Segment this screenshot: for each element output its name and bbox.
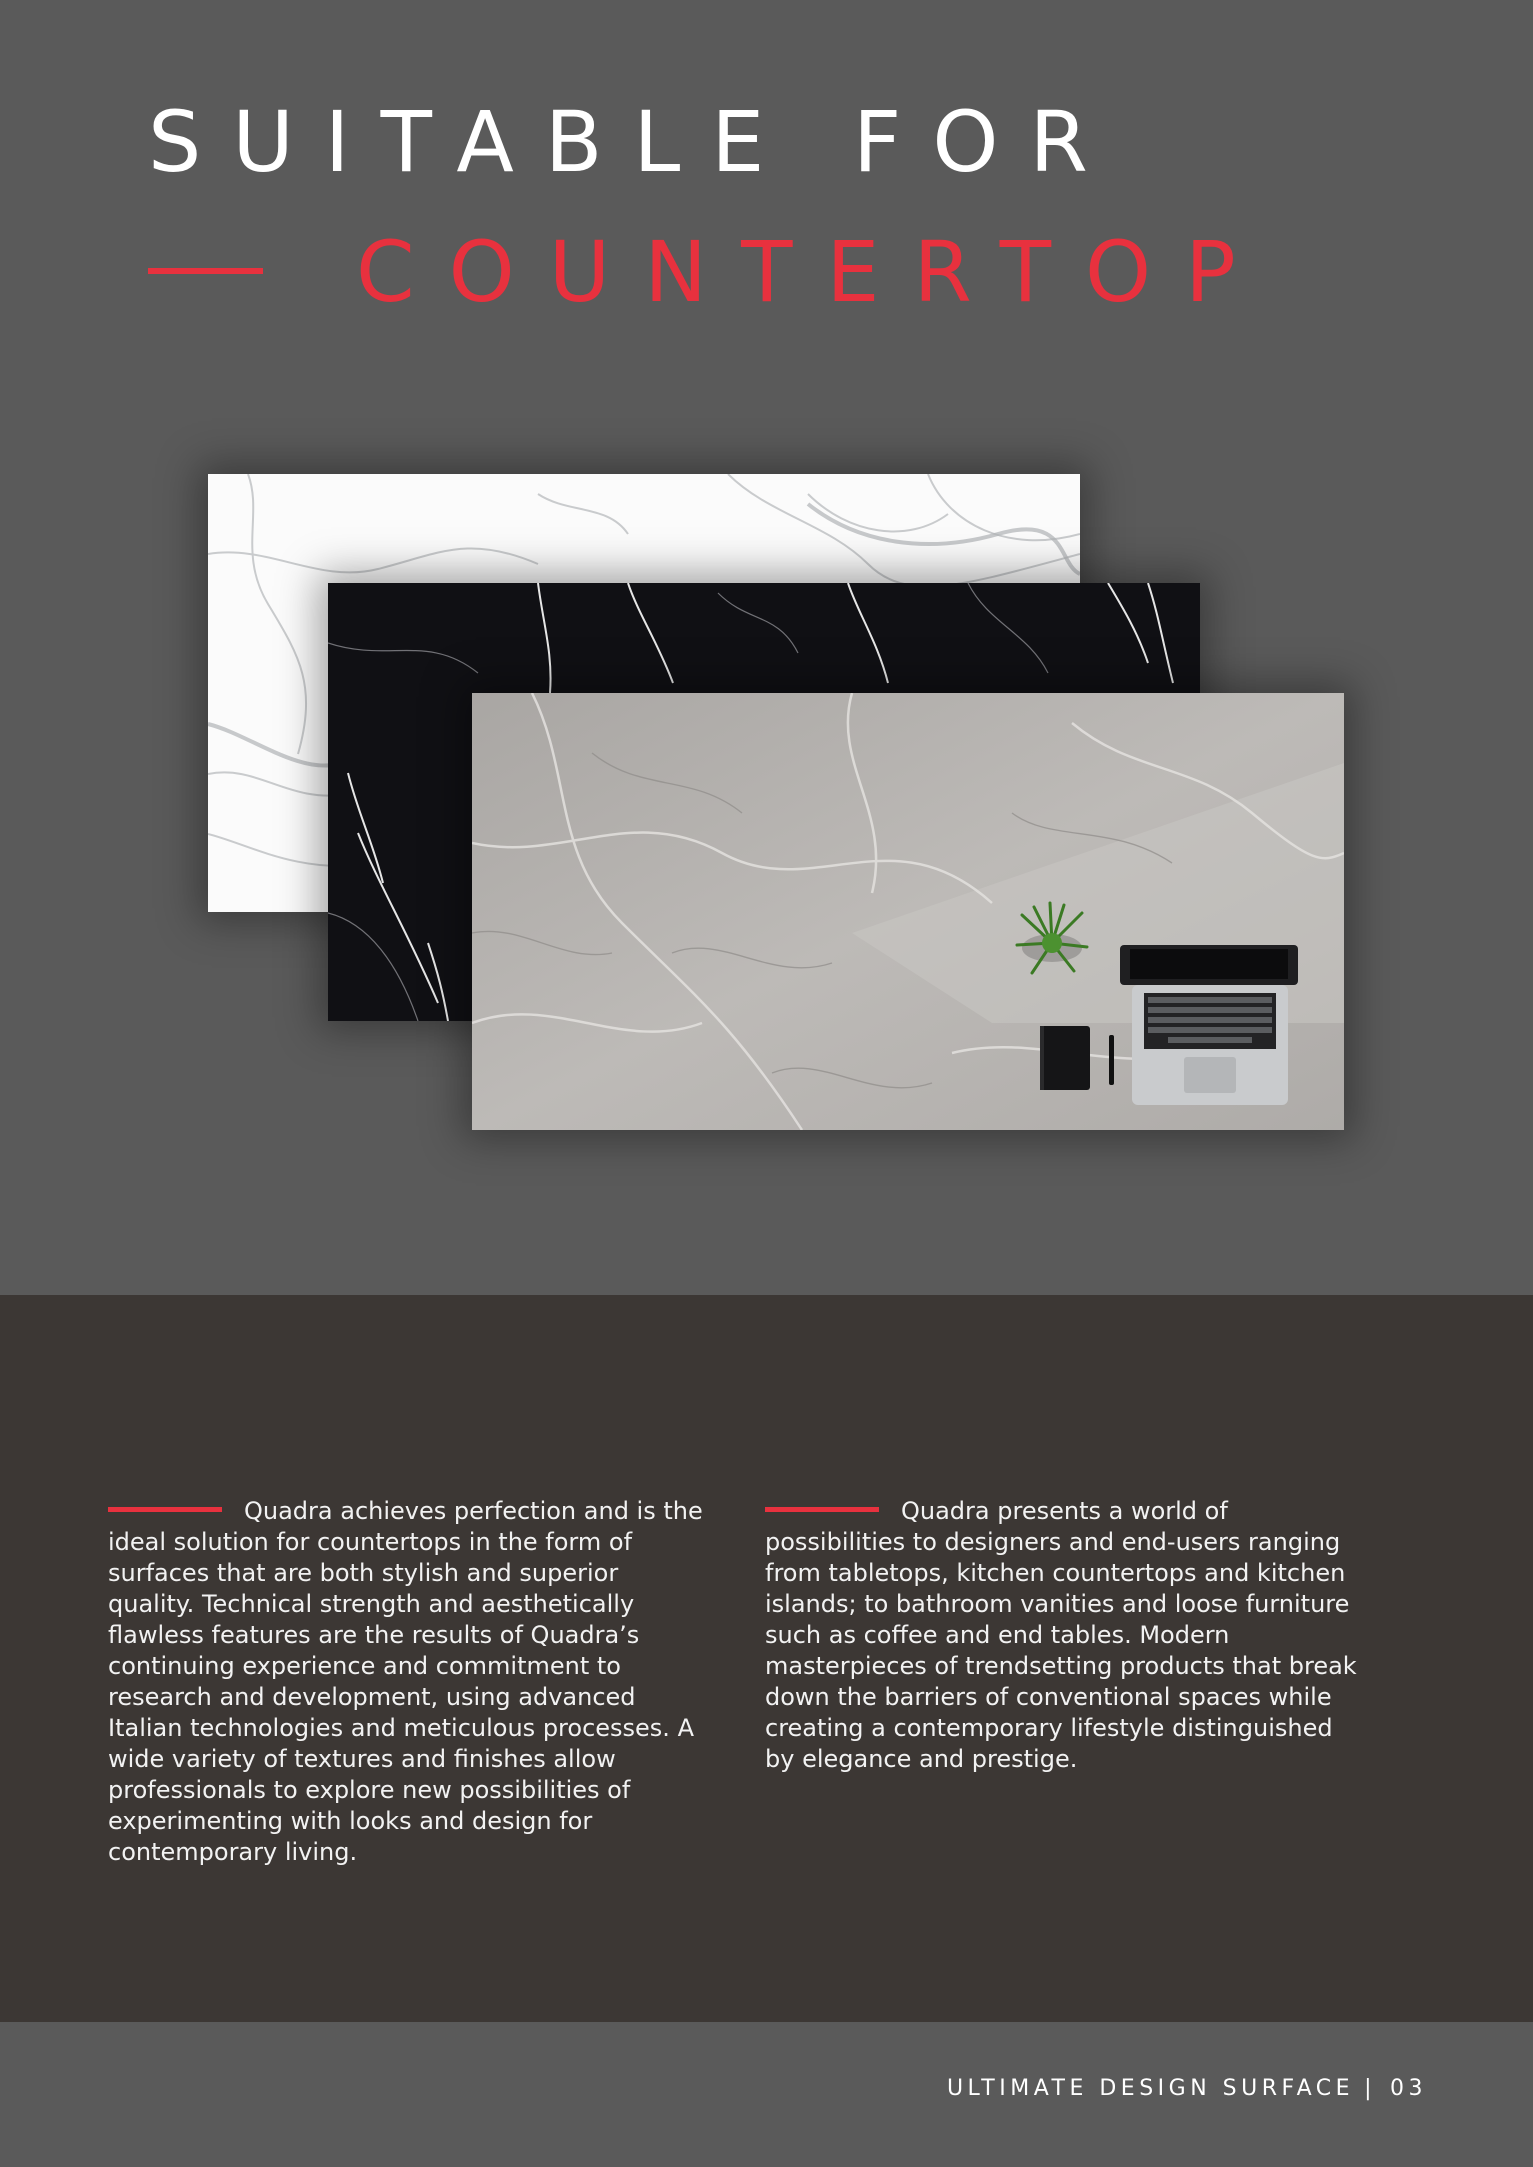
footer-label: ULTIMATE DESIGN SURFACE [946,2076,1355,2101]
footer [0,2022,1533,2167]
laptop-icon [1120,945,1298,1105]
footer-separator: | [1364,2076,1376,2101]
heading-line-1: SUITABLE FOR [148,93,1119,191]
description-text-2: Quadra presents a world of possibilities to designers and end-users ranging from tabletops, kitchen countertops and kitchen islands; to bathroom vanities and loose furniture such as coffee and end tables. Modern masterpieces of trendsetting products that break down the barriers of conventional spaces while creating a contemporary lifestyle distinguished by elegance and prestige. [765,1497,1357,1773]
accent-dash [765,1507,879,1512]
description-column-2 [765,1496,1365,1775]
footer-text [947,2076,1427,2101]
grey-marble-countertop [472,693,1344,1130]
notebook-icon [1040,1026,1090,1090]
pen-icon [1109,1035,1114,1085]
description-text-1: Quadra achieves perfection and is the ideal solution for countertops in the form of surfaces that are both stylish and superior quality. Technical strength and aesthetically flawless features are the results of Quadra’s continuing experience and commitment to research and development, using advanced Italian technologies and meticulous processes. A wide variety of textures and finishes allow professionals to explore new possibilities of experimenting with looks and design for contemporary living. [108,1497,703,1866]
page-number: 03 [1390,2076,1427,2101]
description-section [0,1295,1533,2022]
description-column-1 [108,1496,708,1868]
accent-dash [108,1507,222,1512]
heading-line-2: COUNTERTOP [356,223,1270,321]
